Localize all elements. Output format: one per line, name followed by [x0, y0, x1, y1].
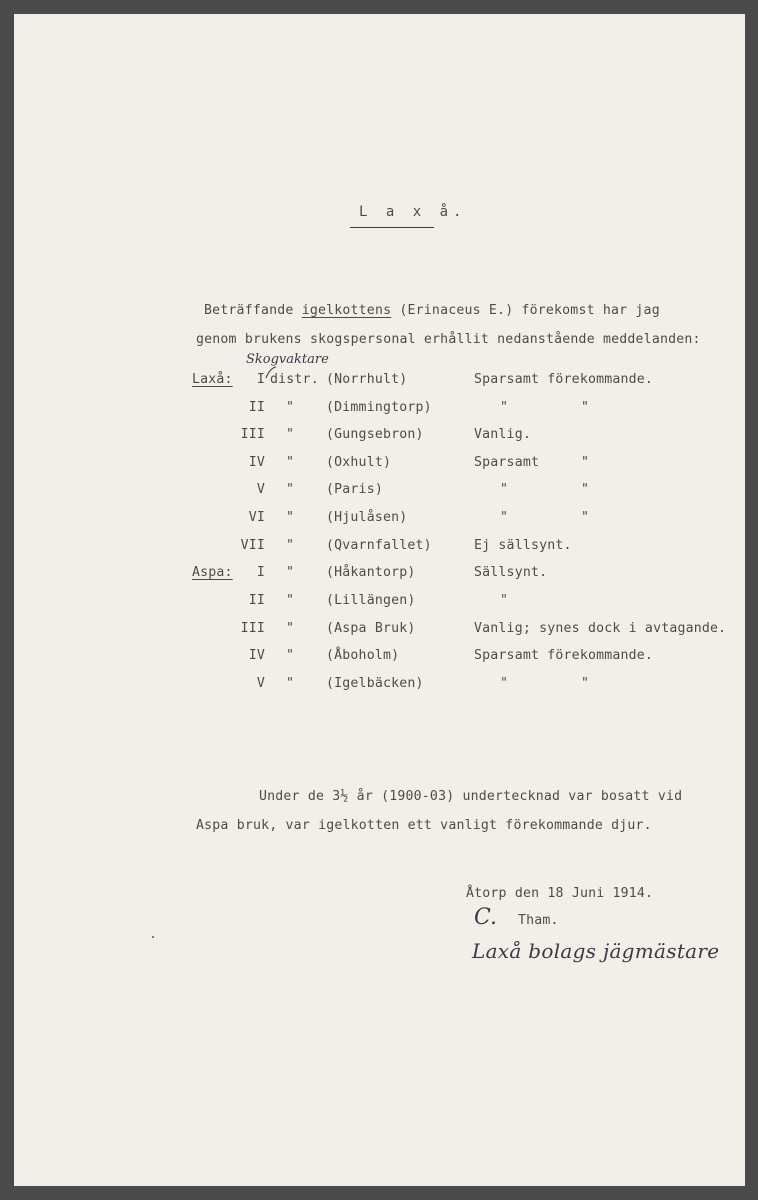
row-ditto-mark: " — [286, 538, 295, 553]
row-ditto-mark: " — [286, 510, 295, 525]
row-place: (Håkantorp) — [326, 565, 416, 580]
row-district-number: I — [256, 565, 265, 580]
row-ditto-frequency-2: " — [581, 400, 590, 415]
table-row — [14, 400, 745, 420]
document-page — [14, 14, 745, 1186]
table-row — [14, 482, 745, 502]
row-place: (Lillängen) — [326, 593, 416, 608]
signature-name: Tham. — [518, 913, 559, 928]
row-place: (Igelbäcken) — [326, 676, 424, 691]
row-district-number: II — [248, 400, 265, 415]
row-ditto-frequency-1: " — [500, 400, 509, 415]
row-frequency: Ej sällsynt. — [474, 538, 572, 553]
row-ditto-mark: " — [286, 400, 295, 415]
row-place: (Norrhult) — [326, 372, 408, 387]
row-ditto-frequency-1: " — [500, 593, 509, 608]
row-ditto-mark: " — [286, 648, 295, 663]
row-frequency: Sällsynt. — [474, 565, 548, 580]
table-row — [14, 648, 745, 668]
row-district-number: I — [256, 372, 265, 387]
closing-line-2: Aspa bruk, var igelkotten ett vanligt förekommande djur. — [196, 818, 652, 833]
row-place: (Qvarnfallet) — [326, 538, 432, 553]
row-frequency: Vanlig. — [474, 427, 531, 442]
row-ditto-frequency-1: " — [500, 510, 509, 525]
row-ditto-frequency-2: " — [581, 482, 590, 497]
row-ditto-frequency-1: " — [500, 676, 509, 691]
row-ditto-frequency-2: " — [581, 455, 590, 470]
title-underline — [350, 227, 434, 228]
row-ditto-mark: " — [286, 565, 295, 580]
underlined-word-igelkottens: igelkottens — [301, 303, 392, 318]
row-place: (Åboholm) — [326, 648, 400, 663]
table-row — [14, 593, 745, 613]
row-place: (Oxhult) — [326, 455, 392, 470]
handwritten-insert: Skogvaktare — [246, 352, 329, 367]
row-district-number: V — [256, 482, 265, 497]
intro-line-1-start: Beträffande — [204, 303, 294, 318]
row-place: (Aspa Bruk) — [326, 621, 416, 636]
row-district-number: VII — [240, 538, 265, 553]
row-ditto-mark: " — [286, 482, 295, 497]
row-ditto-mark: " — [286, 676, 295, 691]
row-district-number: V — [256, 676, 265, 691]
row-district-number: II — [248, 593, 265, 608]
row-place: (Hjulåsen) — [326, 510, 408, 525]
row-distr-label: distr. — [270, 372, 319, 387]
row-frequency: Sparsamt förekommande. — [474, 372, 654, 387]
row-region: Aspa: — [192, 565, 233, 580]
row-place: (Gungsebron) — [326, 427, 424, 442]
row-ditto-frequency-2: " — [581, 676, 590, 691]
row-district-number: VI — [248, 510, 265, 525]
table-row — [14, 538, 745, 558]
table-row — [14, 565, 745, 585]
table-row — [14, 621, 745, 641]
table-row — [14, 427, 745, 447]
intro-line-2: genom brukens skogspersonal erhållit nedanstående meddelanden: — [196, 332, 701, 347]
date-line: Åtorp den 18 Juni 1914. — [466, 886, 654, 901]
row-ditto-frequency-2: " — [581, 510, 590, 525]
row-ditto-mark: " — [286, 621, 295, 636]
ink-speck — [152, 936, 154, 938]
row-district-number: III — [240, 621, 265, 636]
row-frequency: Sparsamt förekommande. — [474, 648, 654, 663]
intro-line-1-end: (Erinaceus E.) förekomst har jag — [399, 303, 660, 318]
row-frequency: Vanlig; synes dock i avtagande. — [474, 621, 727, 636]
table-row — [14, 372, 745, 392]
row-ditto-mark: " — [286, 427, 295, 442]
closing-line-1: Under de 3½ år (1900-03) undertecknad var bosatt vid — [259, 789, 683, 804]
intro-line-1 — [204, 303, 660, 318]
table-row — [14, 510, 745, 530]
table-row — [14, 455, 745, 475]
table-row — [14, 676, 745, 696]
row-place: (Paris) — [326, 482, 383, 497]
document-title: L a x å. — [359, 204, 467, 220]
row-district-number: IV — [248, 648, 265, 663]
row-district-number: III — [240, 427, 265, 442]
row-ditto-frequency-1: " — [500, 482, 509, 497]
row-ditto-mark: " — [286, 455, 295, 470]
row-frequency: Sparsamt — [474, 455, 540, 470]
row-region: Laxå: — [192, 372, 233, 387]
row-district-number: IV — [248, 455, 265, 470]
row-place: (Dimmingtorp) — [326, 400, 432, 415]
row-ditto-mark: " — [286, 593, 295, 608]
signature-initial: C. — [474, 905, 498, 930]
signature-title-handwritten: Laxå bolags jägmästare — [472, 939, 720, 963]
